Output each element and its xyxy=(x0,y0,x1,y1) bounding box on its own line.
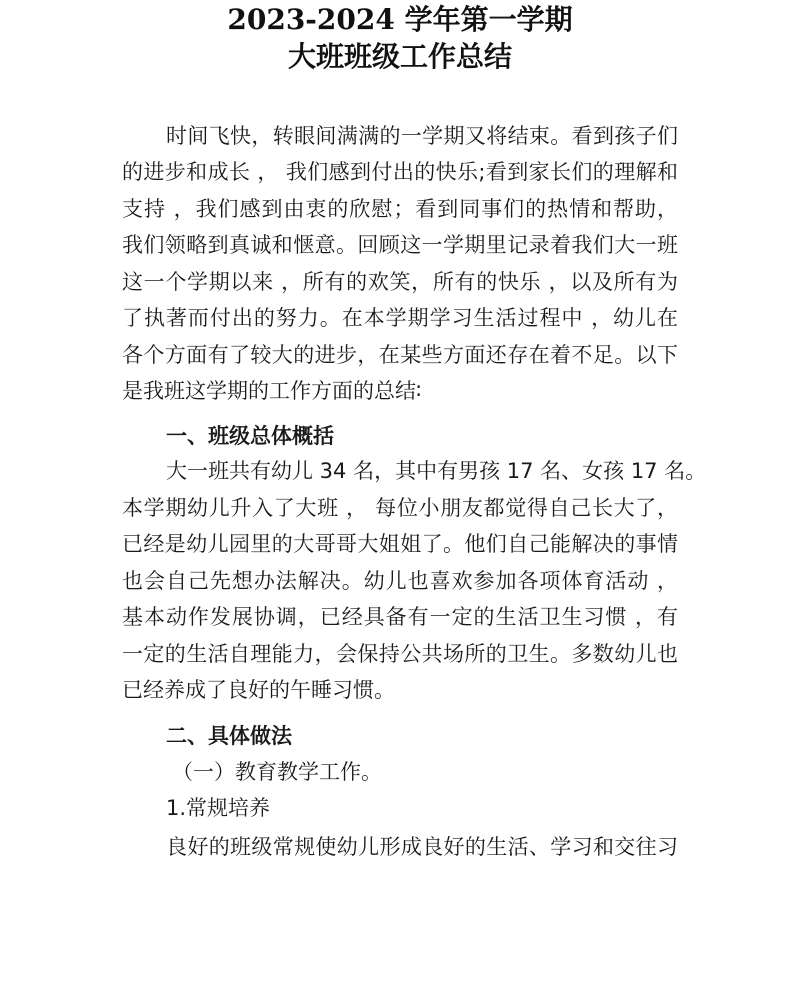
section-2-item: 1.常规培养 xyxy=(166,796,271,820)
intro-line: 支持 ，我们感到由衷的欣慰；看到同事们的热情和帮助， xyxy=(122,197,678,221)
section-1-line: 本学期幼儿升入了大班 ， 每位小朋友都觉得自己长大了， xyxy=(122,496,678,520)
section-1-line: 已经养成了良好的午睡习惯。 xyxy=(122,678,395,702)
section-2-heading: 二、具体做法 xyxy=(166,724,292,748)
intro-line: 这一个学期以来 ，所有的欢笑，所有的快乐 ，以及所有为 xyxy=(122,270,678,294)
section-1-line: 大一班共有幼儿 34 名，其中有男孩 17 名、女孩 17 名。 xyxy=(166,459,707,483)
title-line-1: 2023-2024 学年第一学期 xyxy=(227,3,573,36)
section-2-line: 良好的班级常规使幼儿形成良好的生活、学习和交往习 xyxy=(166,835,678,859)
intro-line: 了执著而付出的努力。在本学期学习生活过程中 ，幼儿在 xyxy=(122,306,678,330)
intro-line: 是我班这学期的工作方面的总结∶ xyxy=(122,379,422,403)
intro-line: 我们领略到真诚和惬意。回顾这一学期里记录着我们大一班 xyxy=(122,233,678,257)
intro-line: 各个方面有了较大的进步，在某些方面还存在着不足。以下 xyxy=(122,343,678,367)
title-line-2: 大班班级工作总结 xyxy=(287,40,512,73)
section-1-line: 也会自己先想办法解决。幼儿也喜欢参加各项体育活动 ， xyxy=(122,569,678,593)
section-1-line: 一定的生活自理能力，会保持公共场所的卫生。多数幼儿也 xyxy=(122,642,678,666)
section-1-line: 基本动作发展协调，已经具备有一定的生活卫生习惯 ，有 xyxy=(122,605,678,629)
section-2-subheading: （一）教育教学工作。 xyxy=(172,760,382,784)
section-1-line: 已经是幼儿园里的大哥哥大姐姐了。他们自己能解决的事情 xyxy=(122,532,678,556)
intro-line: 的进步和成长 ， 我们感到付出的快乐;看到家长们的理解和 xyxy=(122,160,678,184)
intro-line: 时间飞快，转眼间满满的一学期又将结束。看到孩子们 xyxy=(166,124,678,148)
section-1-heading: 一、班级总体概括 xyxy=(166,424,334,448)
